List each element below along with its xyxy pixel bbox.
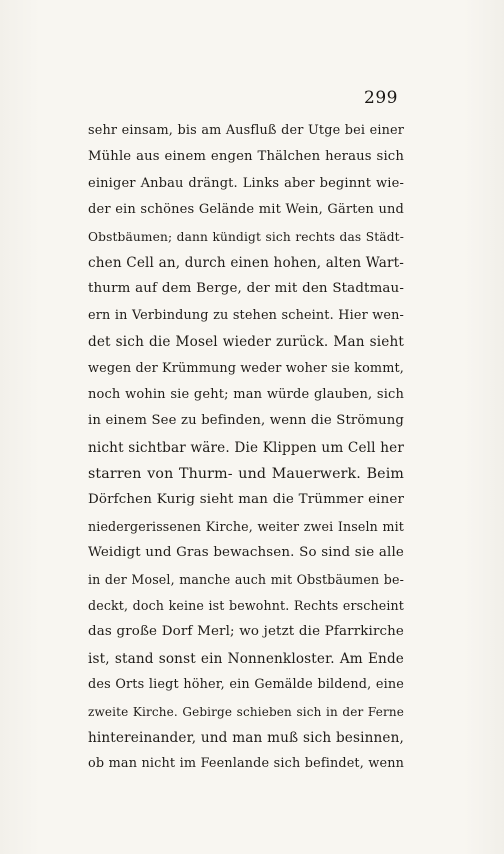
page-number: 299	[364, 88, 398, 108]
text-line: in einem See zu befinden, wenn die Strömung	[88, 413, 404, 429]
text-line: Mühle aus einem engen Thälchen heraus sich	[88, 149, 404, 165]
text-line: sehr einsam, bis am Ausfluß der Utge bei einer	[88, 123, 404, 138]
body-text	[88, 118, 404, 778]
text-line: wegen der Krümmung weder woher sie kommt,	[88, 360, 404, 376]
text-line: hintereinander, und man muß sich besinnen,	[88, 729, 404, 746]
text-line: starren von Thurm- und Mauerwerk. Beim	[88, 466, 404, 483]
text-line: ist, stand sonst ein Nonnenkloster. Am Ende	[88, 650, 404, 667]
text-line: nicht sichtbar wäre. Die Klippen um Cell her	[88, 439, 404, 456]
text-line: niedergerissenen Kirche, weiter zwei Inseln mit	[88, 518, 404, 534]
text-line: des Orts liegt höher, ein Gemälde bildend, eine	[88, 677, 404, 693]
text-line: ern in Verbindung zu stehen scheint. Hier wen-	[88, 307, 404, 323]
text-line: det sich die Mosel wieder zurück. Man sieht	[88, 334, 404, 351]
text-line: Dörfchen Kurig sieht man die Trümmer einer	[88, 492, 404, 508]
text-line: einiger Anbau drängt. Links aber beginnt wie-	[88, 175, 404, 191]
text-line: der ein schönes Gelände mit Wein, Gärten und	[88, 202, 404, 218]
text-line: Obstbäumen; dann kündigt sich rechts das Städt-	[88, 229, 404, 244]
text-line: das große Dorf Merl; wo jetzt die Pfarrkirche	[88, 624, 404, 640]
text-line: thurm auf dem Berge, der mit den Stadtmau-	[88, 281, 404, 297]
text-line: zweite Kirche. Gebirge schieben sich in der Ferne	[88, 704, 404, 719]
text-line: noch wohin sie geht; man würde glauben, sich	[88, 386, 404, 402]
text-line: Weidigt und Gras bewachsen. So sind sie alle	[88, 545, 404, 561]
text-line: ob man nicht im Feenlande sich befindet, wenn	[88, 756, 404, 772]
text-line: chen Cell an, durch einen hohen, alten Wart-	[88, 254, 404, 271]
text-line: in der Mosel, manche auch mit Obstbäumen be-	[88, 571, 404, 587]
text-line: deckt, doch keine ist bewohnt. Rechts erscheint	[88, 598, 404, 614]
